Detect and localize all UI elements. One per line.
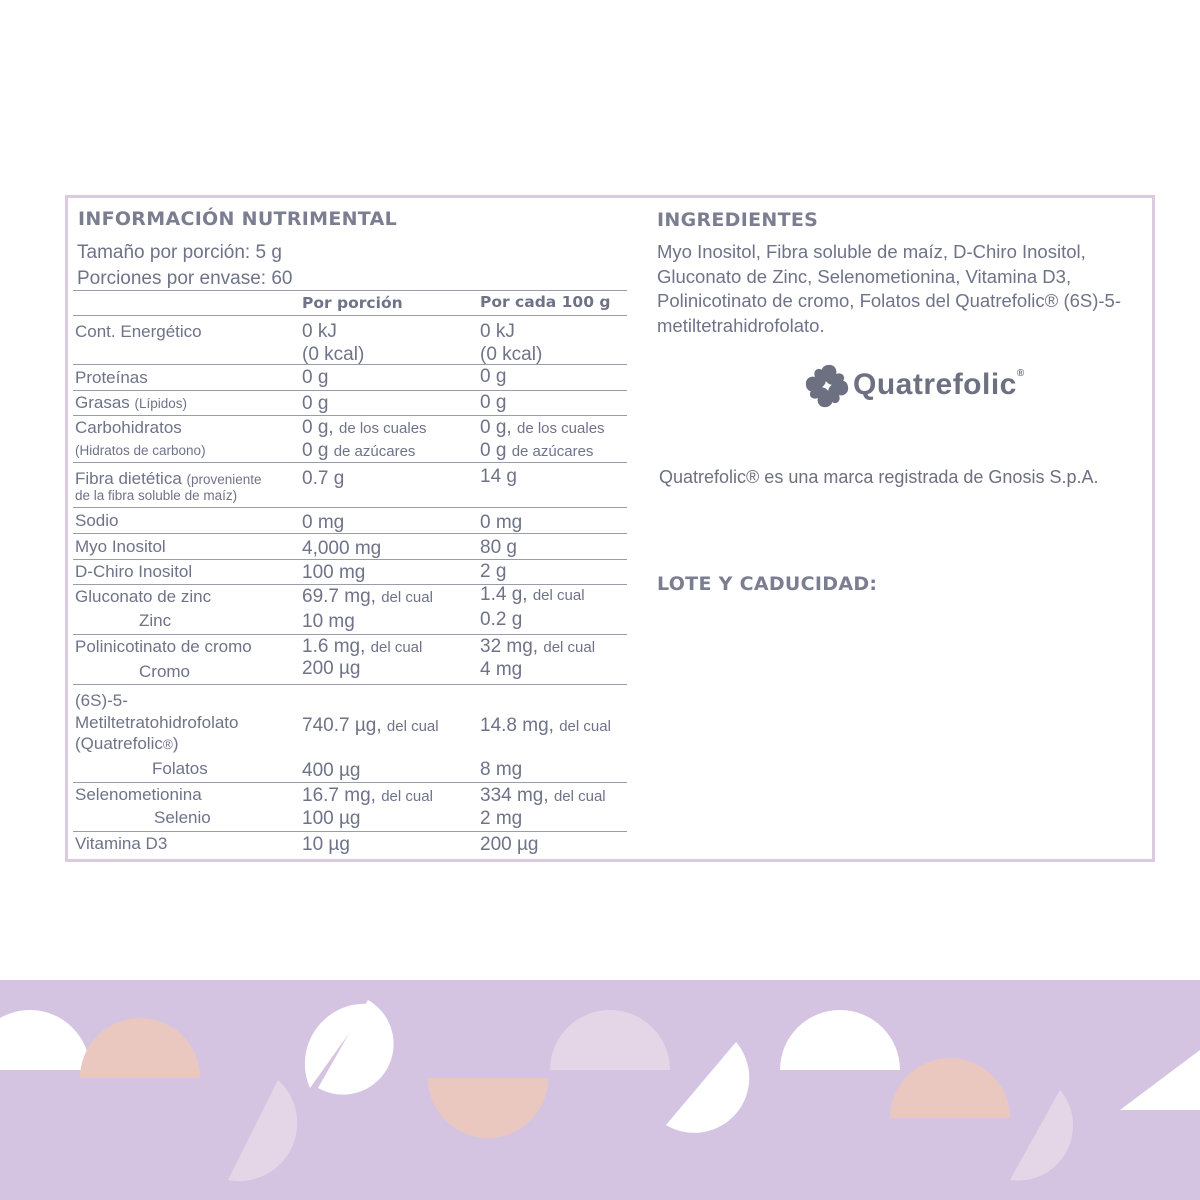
table-row-energy [73, 316, 627, 365]
row-label: Polinicotinato de cromo [75, 637, 252, 656]
table-row-d-chiro [73, 560, 627, 585]
row-label [75, 391, 187, 415]
registered-mark: ® [1016, 368, 1025, 379]
value-per-100g: 0.2 g [480, 609, 523, 630]
servings-per-container: Porciones por envase: 60 [77, 268, 293, 289]
row-label: (6S)-5- [75, 691, 128, 710]
value-note: del cual [559, 718, 611, 735]
value-per-serving: 0 g [302, 393, 329, 414]
value-per-100g: 200 µg [480, 834, 539, 855]
value-per-serving [302, 784, 433, 808]
row-label: Proteínas [75, 368, 148, 387]
value-per-serving [302, 416, 427, 440]
value-per-serving [302, 585, 433, 609]
value-per-100g [480, 714, 611, 738]
half-circle-shape [428, 1078, 548, 1138]
value-note: de azúcares [333, 443, 416, 460]
value-per-100g: 2 mg [480, 808, 523, 829]
row-label: Myo Inositol [75, 537, 166, 556]
value-per-serving: 400 µg [302, 760, 361, 781]
value-per-100g: 2 g [480, 561, 507, 582]
half-circle-shape [228, 1080, 297, 1181]
row-label: Carbohidratos [75, 418, 182, 437]
row-label-note: (Hidratos de carbono) [75, 443, 206, 458]
value: 740.7 µg, [302, 715, 382, 736]
value-per-serving: 4,000 mg [302, 538, 382, 559]
value: 16.7 mg, [302, 785, 376, 806]
row-label: Gluconato de zinc [75, 587, 212, 606]
logo-text: Quatrefolic [853, 368, 1017, 401]
value-per-serving [302, 635, 422, 659]
nutrition-table [73, 290, 627, 858]
ingredients-text: Myo Inositol, Fibra soluble de maíz, D-Chiro Inositol, Gluconato de Zinc, Selenometionina, Vitamina D3, Polinicotinato de cromo, Folatos del Quatrefolic® (6S)-5-metiltetrahidrofolato. [657, 241, 1121, 336]
decorative-band [0, 980, 1200, 1200]
table-row-folate [73, 685, 627, 783]
value-note: del cual [370, 639, 423, 656]
value-per-100g: 8 mg [480, 759, 523, 780]
value-note: del cual [381, 788, 433, 805]
registered-mark: ® [162, 737, 173, 752]
table-row-protein [73, 365, 627, 391]
trademark-note: Quatrefolic® es una marca registrada de Gnosis S.p.A. [659, 467, 1099, 487]
value-per-100g [480, 439, 593, 463]
value: 334 mg, [480, 785, 549, 806]
serving-size: Tamaño por porción: 5 g [77, 242, 282, 263]
value-per-100g: 0 g [480, 366, 507, 387]
value-note: del cual [381, 589, 433, 606]
value: 32 mg, [480, 636, 539, 657]
table-row-zinc-gluconate [73, 585, 627, 635]
row-sub-label: Zinc [139, 611, 172, 630]
row-sub-label: Folatos [152, 759, 208, 778]
value: 0 g, [302, 417, 334, 438]
label-main: (Quatrefolic [75, 734, 163, 753]
value-per-100g [480, 416, 605, 440]
table-row-fiber [73, 463, 627, 508]
label-note: (Lípidos) [134, 396, 188, 411]
value-per-serving: 10 mg [302, 611, 355, 632]
value-per-100g: 80 g [480, 537, 517, 558]
value-per-100g [480, 635, 595, 659]
row-label: Sodio [75, 511, 119, 530]
col-per-serving: Por porción [302, 294, 403, 312]
value: 0 g [480, 440, 507, 461]
value-note: de los cuales [516, 420, 605, 437]
value-per-100g [480, 784, 606, 808]
value-per-100g: (0 kcal) [480, 344, 543, 365]
half-circle-shape [1010, 1090, 1073, 1181]
value-per-serving: 100 mg [302, 562, 366, 583]
table-row-carbs [73, 416, 627, 463]
value: 0 g [302, 440, 329, 461]
table-row-fat [73, 391, 627, 416]
value: 1.4 g, [480, 584, 528, 605]
row-label-note: de la fibra soluble de maíz) [75, 488, 238, 503]
ingredients-title: INGREDIENTES [657, 209, 819, 231]
label-main: Fibra dietética [75, 469, 182, 488]
nutrition-title: INFORMACIÓN NUTRIMENTAL [78, 208, 397, 230]
row-label: D-Chiro Inositol [75, 562, 193, 581]
value-per-serving: 0 kJ [302, 321, 337, 342]
value: 1.6 mg, [302, 636, 366, 657]
col-per-100g: Por cada 100 g [480, 293, 611, 311]
value-per-serving: 0 mg [302, 512, 345, 533]
label-end: ) [172, 734, 179, 753]
table-header-row [73, 290, 627, 316]
row-label: Selenometionina [75, 785, 202, 804]
value-per-serving [302, 714, 439, 738]
value: 69.7 mg, [302, 586, 376, 607]
clover-icon [803, 362, 851, 410]
row-sub-label: Cromo [139, 662, 191, 681]
value-per-100g: 0 g [480, 392, 507, 413]
row-label: Metiltetratohidrofolato [75, 713, 239, 732]
value-per-serving: (0 kcal) [302, 344, 365, 365]
value-per-100g: 0 mg [480, 512, 523, 533]
lot-expiry-label: LOTE Y CADUCIDAD: [657, 573, 878, 595]
value-per-100g: 0 kJ [480, 321, 515, 342]
value-per-serving [302, 439, 415, 463]
row-label: Cont. Energético [75, 322, 202, 341]
value-per-serving: 10 µg [302, 834, 350, 855]
row-label [75, 732, 179, 756]
value-per-100g: 4 mg [480, 659, 523, 680]
value-note: del cual [543, 639, 596, 656]
row-sub-label: Selenio [154, 808, 211, 827]
value-per-100g: 14 g [480, 466, 517, 487]
value-note: de azúcares [511, 443, 594, 460]
value-note: del cual [386, 718, 439, 735]
value: 0 g, [480, 417, 512, 438]
value-per-serving: 0.7 g [302, 468, 345, 489]
table-row-chromium [73, 635, 627, 685]
value-note: de los cuales [338, 420, 427, 437]
value-per-serving: 200 µg [302, 658, 361, 679]
decorative-shapes [0, 980, 1200, 1200]
value-per-100g [480, 583, 585, 607]
label-note: (proveniente [186, 472, 262, 487]
quatrefolic-logo [803, 362, 1063, 414]
label-main: Grasas [75, 393, 130, 412]
value: 14.8 mg, [480, 715, 554, 736]
table-row-myo-inositol [73, 534, 627, 560]
value-per-serving: 100 µg [302, 808, 361, 829]
value-note: del cual [553, 788, 606, 805]
row-label: Vitamina D3 [75, 834, 168, 853]
table-row-sodium [73, 508, 627, 534]
value-per-serving: 0 g [302, 367, 329, 388]
value-note: del cual [532, 587, 585, 604]
table-row-vitamin-d3 [73, 832, 627, 858]
logo-wordmark [853, 368, 1025, 402]
table-row-selenium [73, 783, 627, 832]
